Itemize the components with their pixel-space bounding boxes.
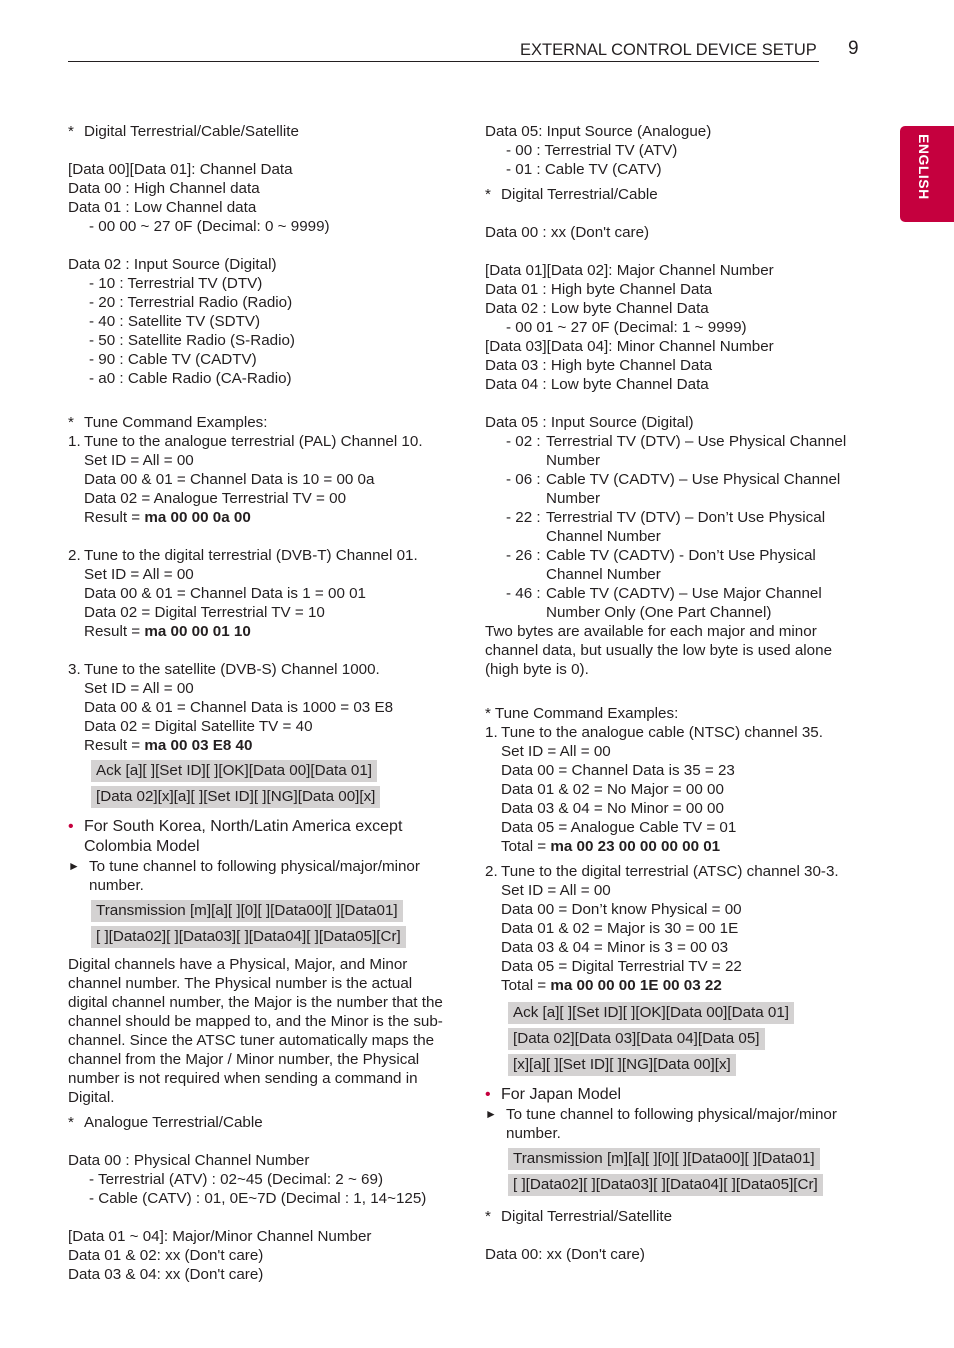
dtc-heading: * Digital Terrestrial/Cable [485,186,658,203]
data00-title: Data 00 : Physical Channel Number [68,1152,310,1169]
list-item: - 01 : Cable TV (CATV) [506,161,662,178]
list-item: - 26 : Cable TV (CADTV) - Don’t Use Physical Channel Number [506,547,816,583]
text-line: Data 02 = Digital Satellite TV = 40 [84,718,313,735]
korea-arrow-note: ► To tune channel to following physical/major/minor number. [68,858,420,894]
text-line: Data 05 = Analogue Cable TV = 01 [501,819,737,836]
ack-code-block [485,1001,865,1079]
text-line: Set ID = All = 00 [501,743,611,760]
code-line: [x][a][ ][Set ID][ ][NG][Data 00][x] [508,1054,736,1076]
japan-bullet: • For Japan Model [485,1086,622,1103]
arrow-right-icon: ► [485,1107,497,1121]
text-line: Data 03 & 04 = No Minor = 00 00 [501,800,724,817]
korea-code-block [68,899,448,951]
list-item: - 20 : Terrestrial Radio (Radio) [89,294,293,311]
text-line: Data 01 : Low Channel data [68,199,257,216]
code-line: [ ][Data02][ ][Data03][ ][Data04][ ][Data05][Cr] [91,926,406,948]
dts-heading: * Digital Terrestrial/Cable/Satellite [68,123,299,140]
result-line: Result = ma 00 00 01 10 [84,623,251,640]
list-item: - 40 : Satellite TV (SDTV) [89,313,261,330]
example-title: 1. Tune to the analogue terrestrial (PAL) Channel 10. [68,433,423,450]
text-line: Data 00 & 01 = Channel Data is 10 = 00 0a [84,471,375,488]
result-line: Result = ma 00 00 0a 00 [84,509,251,526]
total-line: Total = ma 00 00 00 1E 00 03 22 [501,977,722,994]
dts-heading: * Digital Terrestrial/Satellite [485,1208,673,1225]
list-item: - 50 : Satellite Radio (S-Radio) [89,332,295,349]
text-line: Data 04 : Low byte Channel Data [485,376,709,393]
ack-code-block [68,759,448,811]
text-line: Data 00 : xx (Don't care) [485,224,650,241]
text-line: Data 01 & 02: xx (Don't care) [68,1247,264,1264]
example-title: 2. Tune to the digital terrestrial (ATSC) channel 30-3. [485,863,839,880]
tune-heading: * Tune Command Examples: [68,414,268,431]
total-line: Total = ma 00 23 00 00 00 00 01 [501,838,721,855]
analogue-heading: * Analogue Terrestrial/Cable [68,1114,263,1131]
two-bytes-paragraph: Two bytes are available for each major and minor channel data, but usually the low byte is used alone (high byte is 0). [485,623,833,678]
text-line: Set ID = All = 00 [84,680,194,697]
code-line: [Data 02][Data 03][Data 04][Data 05] [508,1028,765,1050]
data05-title: Data 05: Input Source (Analogue) [485,123,712,140]
korea-bullet: • For South Korea, North/Latin America except Colombia Model [68,818,403,855]
arrow-right-icon: ► [68,859,80,873]
text-line: Data 01 & 02 = No Major = 00 00 [501,781,724,798]
digital-channels-paragraph: Digital channels have a Physical, Major, and Minor channel number. The Physical number is the actual digital channel number, the Major is the number that the channel should be mapped to, and the Minor is the sub-channel. Since the ATSC tuner automatically maps the channel from the Major / Minor number, the Physical number is not required when sending a command in Digital. [68,956,443,1106]
text-line: Set ID = All = 00 [84,452,194,469]
japan-arrow-note: ► To tune channel to following physical/major/minor number. [485,1106,837,1142]
bullet-icon: • [485,1086,491,1103]
code-line: Transmission [m][a][ ][0][ ][Data00][ ][Data01] [91,900,403,922]
list-item: - Cable (CATV) : 01, 0E~7D (Decimal : 1, 14~125) [89,1190,427,1207]
left-column [68,122,448,1284]
list-item: - a0 : Cable Radio (CA-Radio) [89,370,292,387]
range-line: - 00 01 ~ 27 0F (Decimal: 1 ~ 9999) [506,319,747,336]
text-line: Data 00 & 01 = Channel Data is 1 = 00 01 [84,585,367,602]
list-item: - 10 : Terrestrial TV (DTV) [89,275,263,292]
code-line: Transmission [m][a][ ][0][ ][Data00][ ][Data01] [508,1148,820,1170]
text-line: Data 02 : Low byte Channel Data [485,300,709,317]
text-line: Data 00 = Don’t know Physical = 00 [501,901,742,918]
list-item: - 02 : Terrestrial TV (DTV) – Use Physical Channel Number [506,433,847,469]
text-line: Data 00: xx (Don't care) [485,1246,645,1263]
code-line: Ack [a][ ][Set ID][ ][OK][Data 00][Data 01] [508,1002,794,1024]
example-title: 3. Tune to the satellite (DVB-S) Channel 1000. [68,661,380,678]
text-line: Data 01 : High byte Channel Data [485,281,713,298]
list-item: - 00 : Terrestrial TV (ATV) [506,142,678,159]
list-item: - 22 : Terrestrial TV (DTV) – Don’t Use Physical Channel Number [506,509,826,545]
language-tab [900,126,954,222]
example-title: 2. Tune to the digital terrestrial (DVB-T) Channel 01. [68,547,418,564]
language-tab-label: ENGLISH [916,134,932,200]
text-line: Data 03 & 04 = Minor is 3 = 00 03 [501,939,729,956]
page-number: 9 [848,38,859,59]
list-item: - Terrestrial (ATV) : 02~45 (Decimal: 2 ~ 69) [89,1171,384,1188]
text-line: [Data 01 ~ 04]: Major/Minor Channel Number [68,1228,372,1245]
list-item: - 06 : Cable TV (CADTV) – Use Physical Channel Number [506,471,841,507]
example-title: 1. Tune to the analogue cable (NTSC) channel 35. [485,724,823,741]
text-line: Data 00 & 01 = Channel Data is 1000 = 03 E8 [84,699,394,716]
range-line: - 00 00 ~ 27 0F (Decimal: 0 ~ 9999) [89,218,330,235]
tune-heading: * Tune Command Examples: [485,705,679,722]
text-line: Set ID = All = 00 [84,566,194,583]
data05d-title: Data 05 : Input Source (Digital) [485,414,694,431]
bullet-icon: • [68,818,74,835]
right-column [485,122,865,1264]
text-line: Data 05 = Digital Terrestrial TV = 22 [501,958,742,975]
text-line: Data 03 : High byte Channel Data [485,357,713,374]
japan-code-block [485,1147,865,1199]
text-line: Set ID = All = 00 [501,882,611,899]
text-line: Data 02 = Analogue Terrestrial TV = 00 [84,490,347,507]
header-rule [68,61,819,62]
code-line: [Data 02][x][a][ ][Set ID][ ][NG][Data 00][x] [91,786,380,808]
code-line: Ack [a][ ][Set ID][ ][OK][Data 00][Data 01] [91,760,377,782]
data02-title: Data 02 : Input Source (Digital) [68,256,277,273]
text-line: [Data 01][Data 02]: Major Channel Number [485,262,774,279]
text-line: [Data 00][Data 01]: Channel Data [68,161,293,178]
code-line: [ ][Data02][ ][Data03][ ][Data04][ ][Data05][Cr] [508,1174,823,1196]
text-line: Data 02 = Digital Terrestrial TV = 10 [84,604,325,621]
list-item: - 46 : Cable TV (CADTV) – Use Major Channel Number Only (One Part Channel) [506,585,822,621]
header-title: EXTERNAL CONTROL DEVICE SETUP [520,41,817,59]
text-line: Data 00 = Channel Data is 35 = 23 [501,762,735,779]
text-line: Data 01 & 02 = Major is 30 = 00 1E [501,920,739,937]
text-line: Data 00 : High Channel data [68,180,260,197]
result-line: Result = ma 00 03 E8 40 [84,737,253,754]
text-line: [Data 03][Data 04]: Minor Channel Number [485,338,774,355]
text-line: Data 03 & 04: xx (Don't care) [68,1266,264,1283]
list-item: - 90 : Cable TV (CADTV) [89,351,257,368]
